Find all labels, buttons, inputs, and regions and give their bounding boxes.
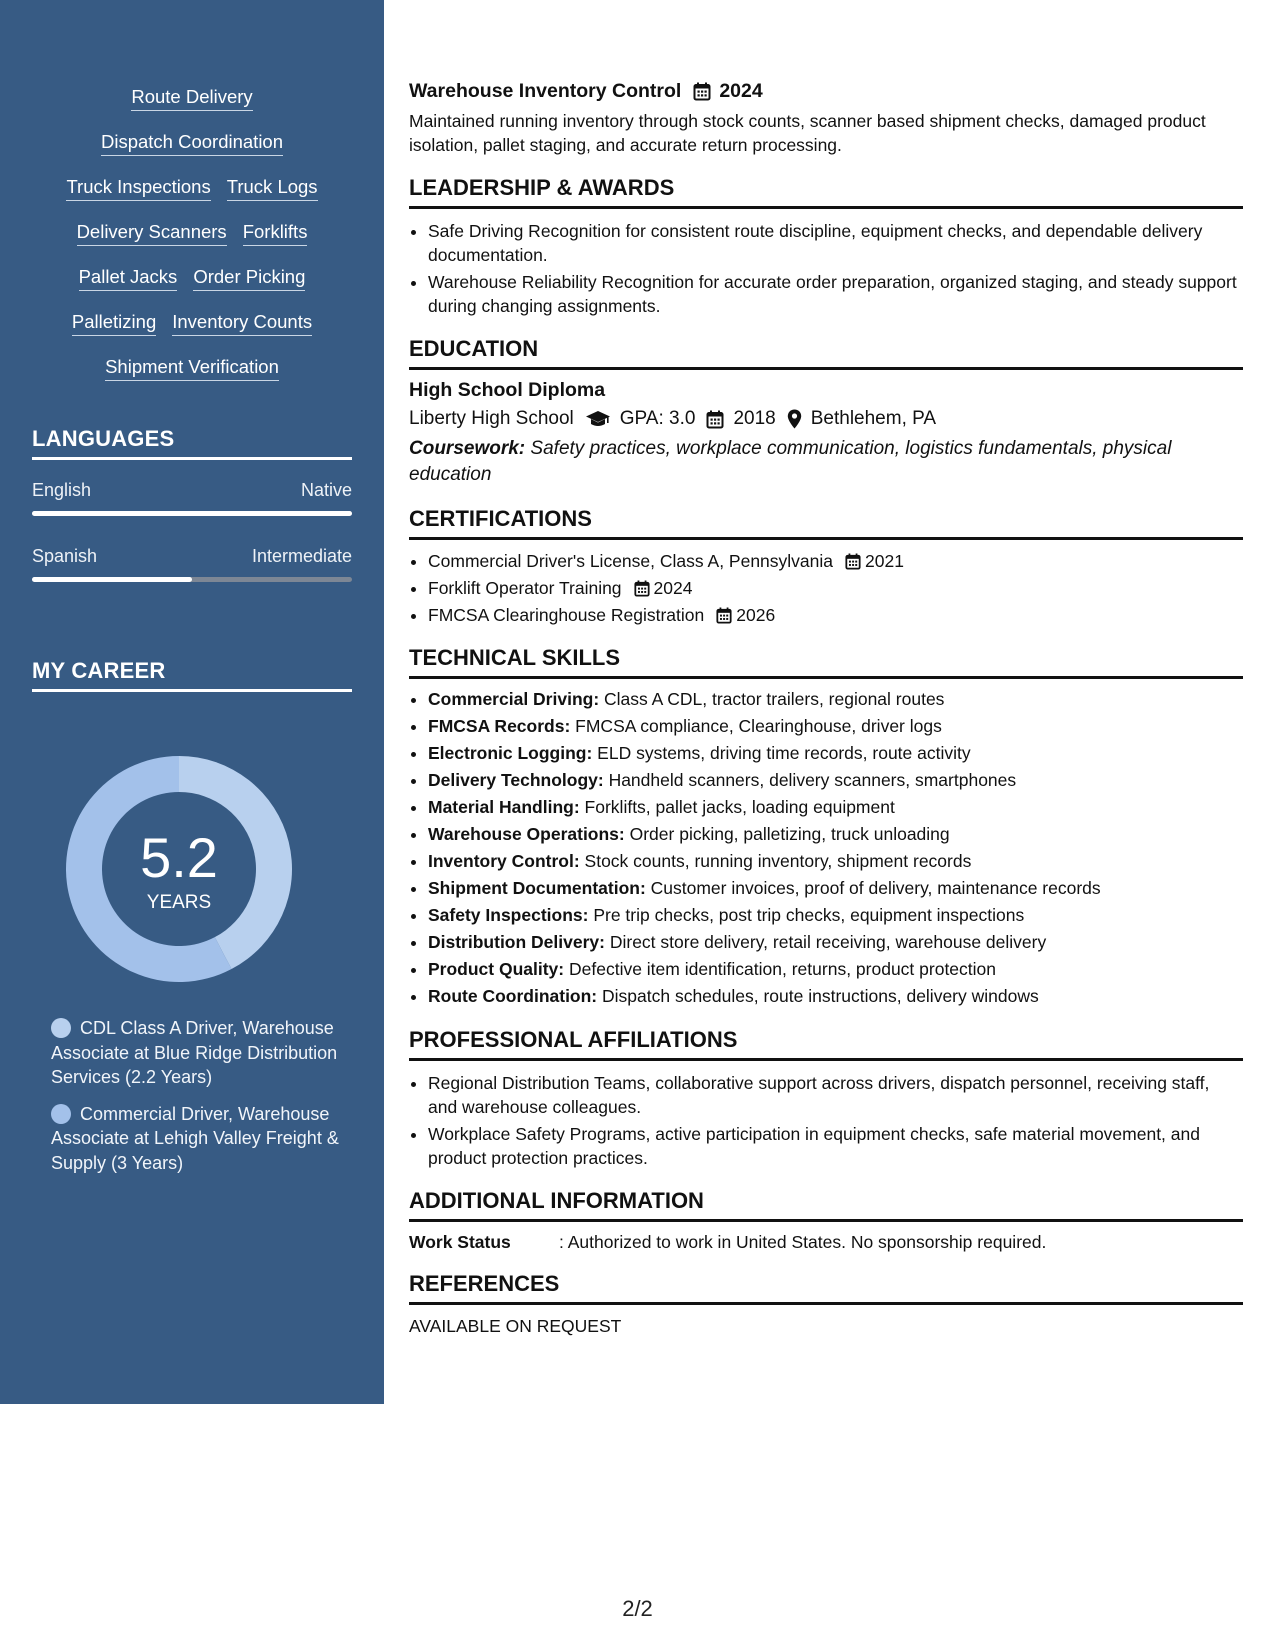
work-status-row — [409, 1232, 1243, 1253]
skill-label: Shipment Documentation: — [428, 878, 646, 898]
skill-text: Order picking, palletizing, truck unloading — [624, 824, 950, 844]
career-total-years: 5.2 — [140, 826, 218, 889]
languages-heading: LANGUAGES — [32, 426, 352, 460]
cert-year: 2026 — [736, 605, 776, 625]
leadership-list — [409, 219, 1243, 318]
skill-tag: Shipment Verification — [105, 356, 279, 381]
language-level: Intermediate — [251, 546, 352, 566]
career-legend-label: CDL Class A Driver, Warehouse Associate at Blue Ridge Distribution Services (2.2 Years) — [51, 1018, 338, 1087]
skill-tag: Truck Inspections — [66, 176, 210, 201]
skill-tag: Inventory Counts — [172, 311, 312, 336]
list-item — [428, 741, 1243, 766]
skill-label: FMCSA Records: — [428, 716, 571, 736]
education-year: 2018 — [733, 408, 776, 429]
list-item — [428, 768, 1243, 793]
references-heading: REFERENCES — [409, 1271, 1243, 1305]
calendar-icon — [716, 607, 732, 624]
sidebar — [0, 0, 384, 1404]
skill-text: Direct store delivery, retail receiving, warehouse delivery — [604, 932, 1047, 952]
skill-label: Route Coordination: — [428, 986, 598, 1006]
list-item — [428, 903, 1243, 928]
skill-row — [0, 221, 384, 247]
career-heading: MY CAREER — [32, 658, 352, 692]
certifications-heading: CERTIFICATIONS — [409, 506, 1243, 540]
skill-row — [0, 266, 384, 292]
cert-name: • FMCSA Clearinghouse Registration — [428, 605, 705, 625]
language-bar-fill — [32, 511, 352, 516]
skill-text: Pre trip checks, post trip checks, equipment inspections — [588, 905, 1025, 925]
leadership-heading: LEADERSHIP & AWARDS — [409, 175, 1243, 209]
language-bar-fill — [32, 577, 192, 582]
career-legend — [51, 1016, 341, 1187]
cert-year: 2024 — [653, 578, 693, 598]
cert-year: 2021 — [865, 551, 904, 571]
list-item: • Warehouse Reliability Recognition for accurate order preparation, organized staging, and steady support during changing assignments. — [428, 270, 1243, 318]
graduation-cap-icon — [585, 410, 611, 428]
skill-label: Warehouse Operations: — [428, 824, 625, 844]
coursework-label: Coursework: — [409, 438, 526, 459]
list-item: • Safe Driving Recognition for consistent route discipline, equipment checks, and dependable delivery documentation. — [428, 219, 1243, 267]
skill-tag: Route Delivery — [131, 86, 252, 111]
skill-text: Defective item identification, returns, product protection — [564, 959, 997, 979]
project-title-row — [409, 80, 1243, 103]
skill-label: Safety Inspections: — [428, 905, 589, 925]
career-legend-label: Commercial Driver, Warehouse Associate at Lehigh Valley Freight & Supply (3 Years) — [51, 1103, 339, 1173]
cert-row — [428, 603, 1243, 627]
language-name: Spanish — [32, 546, 98, 566]
list-item — [428, 795, 1243, 820]
list-item — [428, 849, 1243, 874]
list-item — [428, 957, 1243, 982]
calendar-icon — [845, 553, 861, 570]
skill-row — [0, 131, 384, 157]
list-item — [428, 576, 1243, 600]
work-status-key: Work Status — [409, 1232, 511, 1252]
education-coursework — [409, 436, 1243, 488]
references-text: AVAILABLE ON REQUEST — [409, 1316, 622, 1336]
cert-row — [428, 576, 1243, 600]
skill-text: Class A CDL, tractor trailers, regional routes — [599, 689, 945, 709]
project-title: Warehouse Inventory Control — [409, 80, 682, 102]
education-degree: High School Diploma — [409, 379, 606, 401]
project-description: Maintained running inventory through stock counts, scanner based shipment checks, damaged product isolation, pallet staging, and accurate return processing. — [409, 111, 1206, 155]
list-item — [428, 930, 1243, 955]
language-bar — [32, 577, 352, 582]
education-gpa: GPA: 3.0 — [619, 408, 696, 429]
language-level: Native — [300, 480, 352, 500]
list-item — [428, 876, 1243, 901]
skill-tag: Palletizing — [72, 311, 156, 336]
skills-cloud — [0, 86, 384, 382]
skill-label: Commercial Driving: — [428, 689, 600, 709]
certifications-list — [409, 549, 1243, 627]
skill-text: Dispatch schedules, route instructions, delivery windows — [597, 986, 1039, 1006]
career-legend-item — [51, 1102, 341, 1176]
list-item — [428, 714, 1243, 739]
list-item: • Workplace Safety Programs, active participation in equipment checks, safe material movement, and product protection practices. — [428, 1122, 1243, 1170]
skill-row — [0, 86, 384, 112]
work-status-value: : Authorized to work in United States. No sponsorship required. — [559, 1232, 1047, 1252]
language-name: English — [32, 480, 92, 500]
language-bar — [32, 511, 352, 516]
career-years-label: YEARS — [146, 892, 212, 913]
language-english — [32, 480, 352, 516]
project-year: 2024 — [719, 80, 763, 102]
cert-row — [428, 549, 1243, 573]
skill-tag: Forklifts — [243, 221, 308, 246]
skill-tag: Dispatch Coordination — [101, 131, 283, 156]
education-details — [409, 408, 1243, 430]
main-content — [409, 80, 1243, 1337]
list-item — [428, 822, 1243, 847]
list-item — [428, 984, 1243, 1009]
skill-label: Distribution Delivery: — [428, 932, 605, 952]
calendar-icon — [706, 410, 724, 429]
skill-row — [0, 311, 384, 337]
list-item — [428, 549, 1243, 573]
skill-text: Handheld scanners, delivery scanners, smartphones — [603, 770, 1017, 790]
legend-dot-icon — [51, 1018, 71, 1038]
list-item: • Regional Distribution Teams, collaborative support across drivers, dispatch personnel, receiving staff, and warehouse colleagues. — [428, 1071, 1243, 1119]
career-donut-chart — [66, 756, 292, 982]
skill-tag: Pallet Jacks — [79, 266, 178, 291]
language-spanish — [32, 546, 352, 582]
education-location: Bethlehem, PA — [810, 408, 937, 429]
language-row — [32, 546, 352, 567]
list-item — [428, 603, 1243, 627]
skill-text: Stock counts, running inventory, shipment records — [579, 851, 972, 871]
affiliations-list — [409, 1071, 1243, 1170]
skill-tag: Truck Logs — [227, 176, 318, 201]
skill-tag: Delivery Scanners — [77, 221, 227, 246]
skill-text: Customer invoices, proof of delivery, maintenance records — [645, 878, 1101, 898]
skill-label: Electronic Logging: — [428, 743, 593, 763]
language-row — [32, 480, 352, 501]
skill-label: Product Quality: — [428, 959, 565, 979]
education-school: Liberty High School — [409, 408, 574, 429]
cert-name: • Forklift Operator Training — [428, 578, 622, 598]
coursework-text: Safety practices, workplace communication, logistics fundamentals, physical education — [409, 438, 1172, 485]
skill-text: Forklifts, pallet jacks, loading equipment — [579, 797, 895, 817]
skill-label: Delivery Technology: — [428, 770, 604, 790]
map-pin-icon — [787, 409, 802, 429]
legend-dot-icon — [51, 1104, 71, 1124]
list-item — [428, 687, 1243, 712]
technical-skills-list — [409, 687, 1243, 1009]
skill-label: Inventory Control: — [428, 851, 580, 871]
skill-text: FMCSA compliance, Clearinghouse, driver logs — [570, 716, 942, 736]
cert-name: • Commercial Driver's License, Class A, Pennsylvania — [428, 551, 834, 571]
skill-text: ELD systems, driving time records, route activity — [592, 743, 971, 763]
education-heading: EDUCATION — [409, 336, 1243, 370]
page-number: 2/2 — [622, 1596, 653, 1621]
skill-row — [0, 356, 384, 382]
additional-info-heading: ADDITIONAL INFORMATION — [409, 1188, 1243, 1222]
skill-label: Material Handling: — [428, 797, 580, 817]
technical-skills-heading: TECHNICAL SKILLS — [409, 645, 1243, 679]
career-legend-item — [51, 1016, 341, 1090]
calendar-icon — [634, 580, 650, 597]
skill-row — [0, 176, 384, 202]
calendar-icon — [693, 82, 711, 101]
skill-tag: Order Picking — [193, 266, 305, 291]
affiliations-heading: PROFESSIONAL AFFILIATIONS — [409, 1027, 1243, 1061]
